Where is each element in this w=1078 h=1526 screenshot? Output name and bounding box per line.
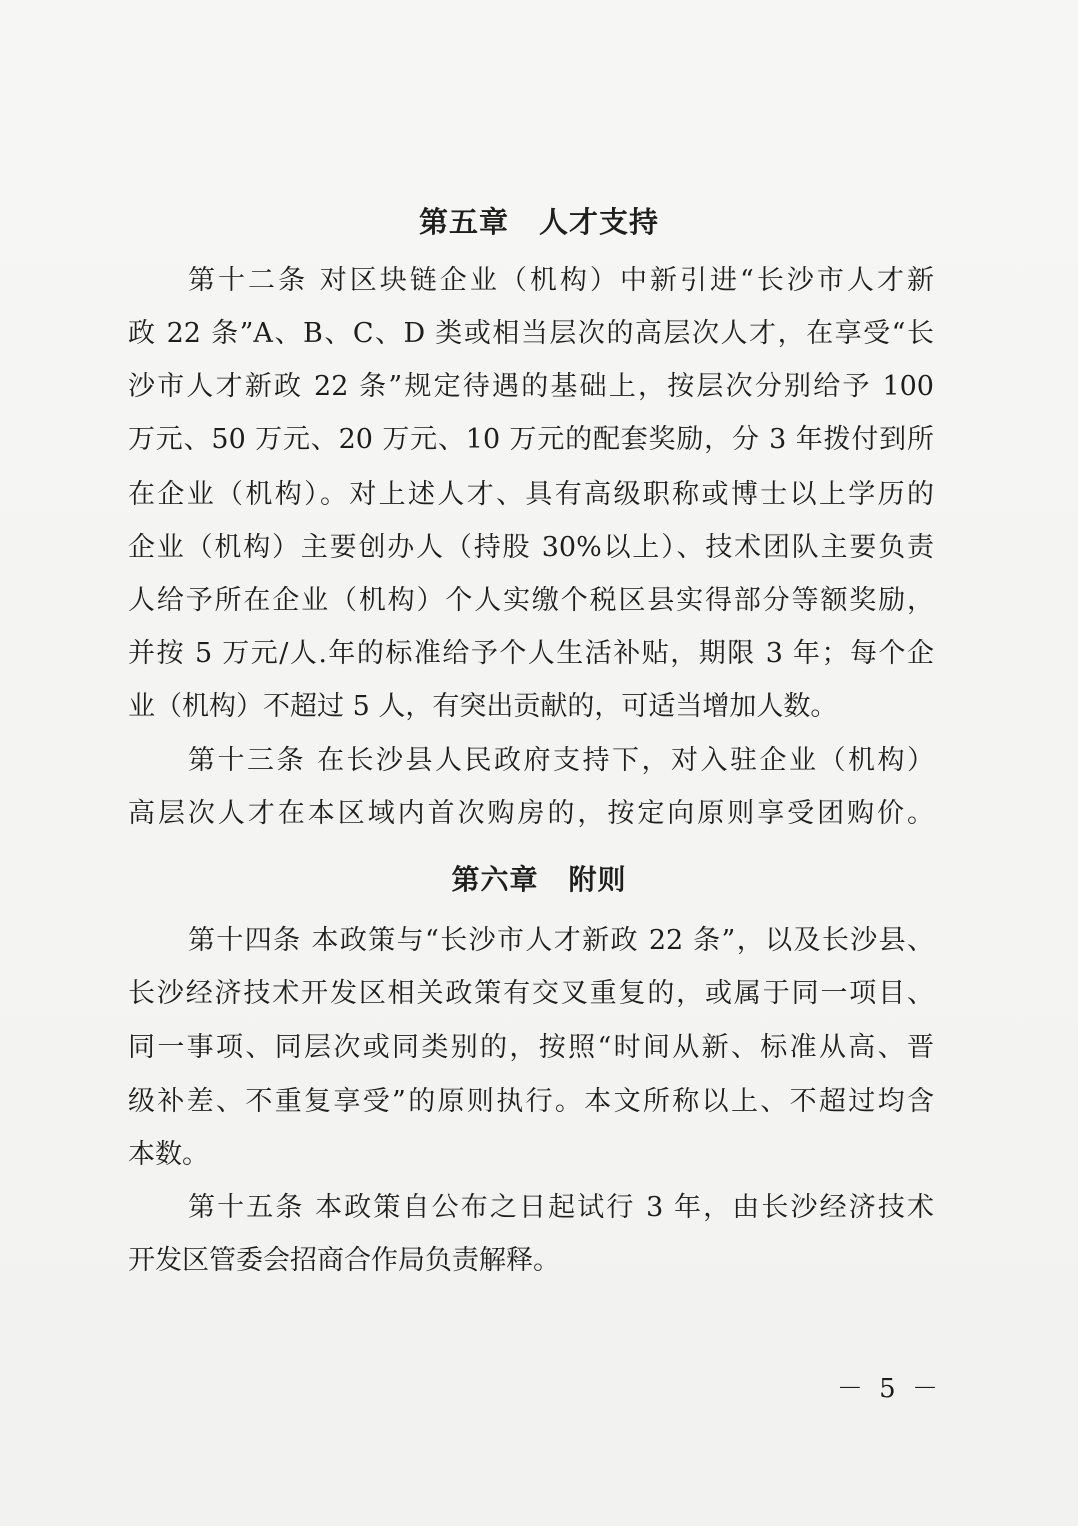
article-12-line-2: 政 22 条”A、B、C、D 类或相当层次的高层次人才，在享受“长 bbox=[128, 318, 934, 349]
article-12-line-7: 人给予所在企业（机构）个人实缴个税区县实得部分等额奖励， bbox=[128, 585, 934, 616]
chapter-six-number: 第六章 bbox=[451, 863, 539, 896]
chapter-six-title: 附则 bbox=[568, 863, 627, 896]
article-14-line-4: 级补差、不重复享受”的原则执行。本文所称以上、不超过均含 bbox=[128, 1086, 934, 1117]
article-13-line-2: 高层次人才在本区域内首次购房的，按定向原则享受团购价。 bbox=[128, 798, 934, 829]
chapter-six-heading bbox=[0, 858, 1078, 898]
article-12-line-5: 在企业（机构）。对上述人才、具有高级职称或博士以上学历的 bbox=[128, 479, 934, 510]
article-12-line-9: 业（机构）不超过 5 人，有突出贡献的，可适当增加人数。 bbox=[128, 691, 838, 722]
chapter-five-number: 第五章 bbox=[418, 205, 509, 239]
chapter-five-title: 人才支持 bbox=[539, 205, 660, 239]
chapter-five-heading bbox=[0, 200, 1078, 241]
article-15-line-2: 开发区管委会招商合作局负责解释。 bbox=[128, 1245, 560, 1276]
article-12-line-4: 万元、50 万元、20 万元、10 万元的配套奖励，分 3 年拨付到所 bbox=[128, 424, 934, 455]
article-12-line-3: 沙市人才新政 22 条”规定待遇的基础上，按层次分别给予 100 bbox=[128, 371, 934, 402]
article-14-line-3: 同一事项、同层次或同类别的，按照“时间从新、标准从高、晋 bbox=[128, 1032, 934, 1063]
article-14-line-2: 长沙经济技术开发区相关政策有交叉重复的，或属于同一项目、 bbox=[128, 978, 934, 1009]
article-14-line-5: 本数。 bbox=[128, 1139, 209, 1170]
article-14-line-1: 第十四条 本政策与“长沙市人才新政 22 条”，以及长沙县、 bbox=[188, 925, 934, 956]
article-12-line-1: 第十二条 对区块链企业（机构）中新引进“长沙市人才新 bbox=[188, 265, 934, 296]
article-12-line-8: 并按 5 万元/人.年的标准给予个人生活补贴，期限 3 年；每个企 bbox=[128, 638, 934, 669]
article-13-line-1: 第十三条 在长沙县人民政府支持下，对入驻企业（机构） bbox=[188, 745, 934, 776]
article-15-line-1: 第十五条 本政策自公布之日起试行 3 年，由长沙经济技术 bbox=[188, 1192, 934, 1223]
page-number: － 5 － bbox=[836, 1374, 942, 1404]
article-12-line-6: 企业（机构）主要创办人（持股 30%以上）、技术团队主要负责 bbox=[128, 532, 934, 563]
